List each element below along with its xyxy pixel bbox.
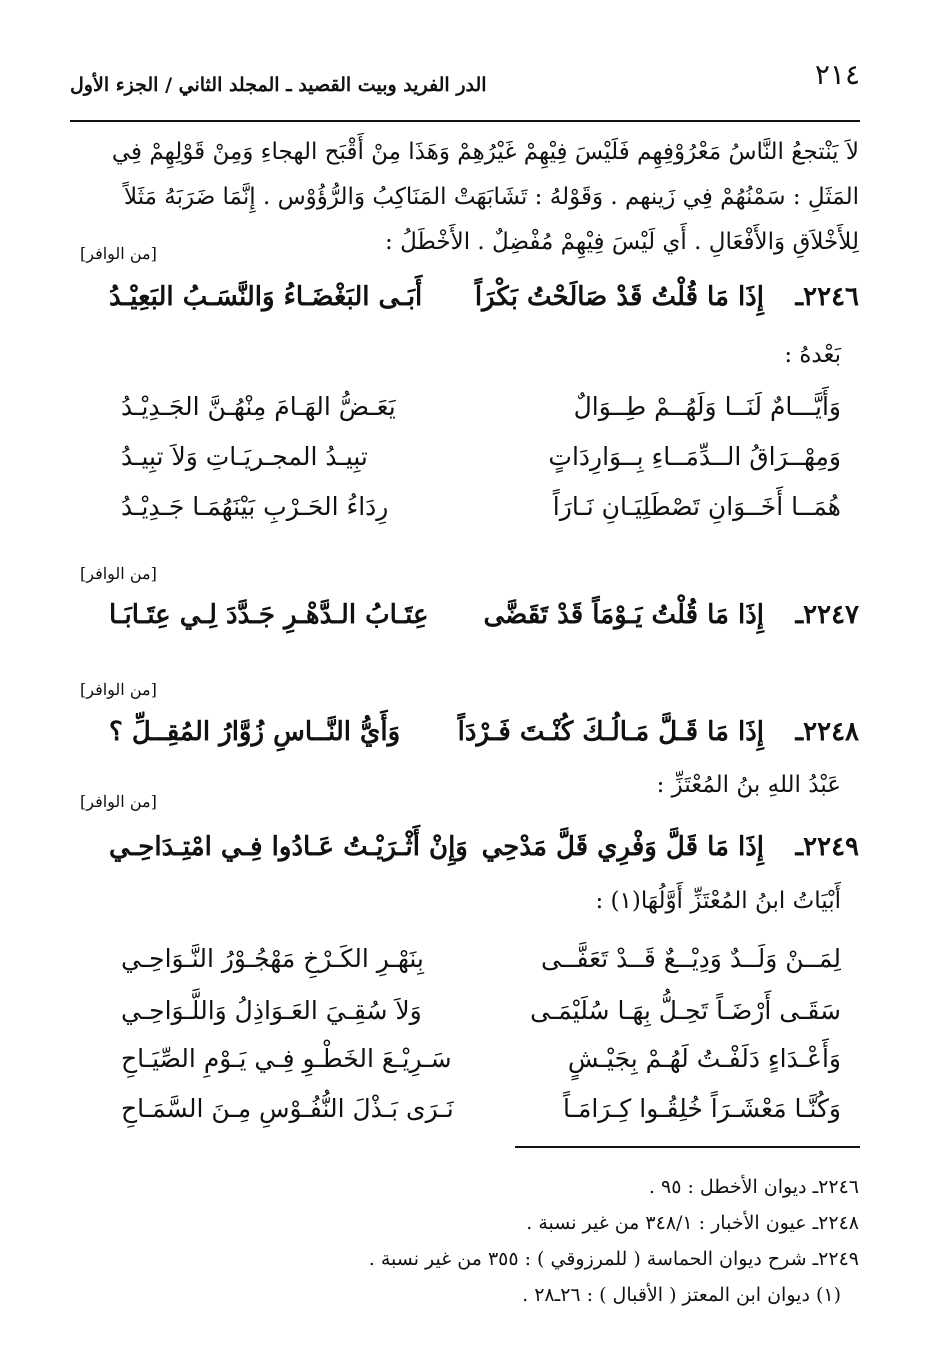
verse-first-hemistich: إِذَا مَا قَلَّ وَفْرِي قَلَّ مَدْحِي (481, 832, 764, 862)
meter-label: [من الوافر] (80, 792, 157, 811)
verse-number: ٢٢٤٨ـ (795, 717, 859, 747)
verse-intro: بَعْدهُ : (784, 342, 841, 368)
couplet-first-hemistich: هُمَــا أَخَــوَانِ تَصْطَلِيَـانِ نَـارَاً (552, 492, 841, 521)
verse-2247 (79, 600, 859, 650)
verse-second-hemistich: وَأَيُّ النَّــاسِ زُوَّارُ المُقِــلِّ ؟ (109, 717, 401, 747)
verse-2246 (79, 282, 859, 332)
meter-label: [من الوافر] (80, 564, 157, 583)
header-rule (70, 120, 860, 122)
footnote: ٢٢٤٩ـ شرح ديوان الحماسة ( للمرزوقي ) : ٣٥٥ من غير نسبة . (368, 1248, 859, 1270)
couplet-second-hemistich: وَلاَ سُقِـيَ العَـوَاذِلُ وَاللَّـوَاحِـي (121, 996, 422, 1025)
couplet-second-hemistich: نَـرَى بَـذْلَ النُّفُـوْسِ مِـنَ السَّمَـاحِ (121, 1094, 454, 1123)
prose-line: لاَ يَنْتجعُ النَّاسُ مَعْرُوْفِهِم فَلَيْسَ فِيْهِمْ غَيْرُهِمْ وَهَذَا مِنْ أَقْبَح الهجاءِ وَمِنْ قَوْلِهِمْ فِي (111, 139, 859, 165)
footnote: ٢٢٤٦ـ ديوان الأخطل : ٩٥ . (648, 1176, 859, 1198)
prose-line: لِلأَخْلاَقِ وَالأَفْعَالِ . أَي لَيْسَ فِيْهِمْ مُفْضِلٌ . الأَخْطَلُ : (385, 229, 859, 255)
poem-couplet (101, 996, 841, 1040)
couplet-first-hemistich: وَمِهْــرَاقُ الــدِّمَــاءِ بِــوَارِدَاتٍ (548, 442, 841, 471)
meter-label: [من الوافر] (80, 244, 157, 263)
couplet-second-hemistich: سَـرِيْـعَ الخَطْـوِ فِـي يَـوْمِ الصِّيَـاحِ (121, 1044, 452, 1073)
couplet-first-hemistich: وَأَيَّـــامٌ لَنَــا وَلَهُــمْ طِــوَالٌ (573, 392, 841, 421)
couplet-second-hemistich: بِنَهْـرِ الكَـرْخِ مَهْجُـوْرُ النَّـوَاحِـي (121, 944, 424, 973)
verse-number: ٢٢٤٩ـ (795, 832, 859, 862)
meter-label: [من الوافر] (80, 680, 157, 699)
couplet-first-hemistich: وَأَعْـدَاءٍ دَلَفْـتُ لَهُـمْ بِجَيْـشٍ (567, 1044, 841, 1073)
poem-couplet (101, 392, 841, 436)
verse-number: ٢٢٤٧ـ (795, 600, 859, 630)
verse-2249 (79, 832, 859, 882)
verse-intro: عَبْدُ اللهِ بنُ المُعْتَزِّ : (656, 772, 841, 798)
verse-first-hemistich: إِذَا مَا قَـلَّ مَـالُـكَ كُنْـتَ فَـرْدَاً (457, 717, 764, 747)
footnote: ٢٢٤٨ـ عيون الأخبار : ٣٤٨/١ من غير نسبة . (526, 1212, 859, 1234)
couplet-first-hemistich: لِمَــنْ وَلَــدٌ وَدِيْــعٌ قَــدْ تَعَفَّــى (541, 944, 841, 973)
poem-couplet (101, 1094, 841, 1138)
verse-number: ٢٢٤٦ـ (795, 282, 859, 312)
verse-first-hemistich: إِذَا مَا قُلْتُ يَـوْمَاً قَدْ تَقَضَّى (483, 600, 764, 630)
couplet-first-hemistich: سَقَـى أَرْضَـاً تَحِـلُّ بِهَـا سُلَيْمَـى (530, 996, 841, 1025)
couplet-second-hemistich: رِدَاءُ الحَـرْبِ بَيْنَهُمَـا جَـدِيْـدُ (121, 492, 389, 521)
footnote: (١) ديوان ابن المعتز ( الأقبال ) : ٢٦ـ٢٨ . (522, 1284, 841, 1306)
poem-couplet (101, 492, 841, 536)
poem-couplet (101, 1044, 841, 1088)
verse-intro: أَبْيَاتُ ابنُ المُعْتَزِّ أَوَّلُهَا(١) : (595, 888, 841, 914)
verse-second-hemistich: أَبَـى البَغْضَـاءُ وَالنَّسَـبُ البَعِيْـدُ (109, 282, 423, 312)
couplet-second-hemistich: تبِيـدُ المجـريَـاتِ وَلاَ تبِيـدُ (121, 442, 368, 471)
page-header (70, 58, 860, 108)
verse-second-hemistich: عِتَـابُ الـدَّهْـرِ جَـدَّدَ لِـي عِتَـابَـا (109, 600, 429, 630)
verse-first-hemistich: إِذَا مَا قُلْتُ قَدْ صَالَحْتُ بَكْرَاً (474, 282, 764, 312)
couplet-first-hemistich: وَكُنَّـا مَعْشَـرَاً خُلِقُـوا كِـرَامَـاً (563, 1094, 841, 1123)
verse-2248 (79, 717, 859, 767)
prose-line: المَثَلِ : سَمْنُهُمْ فِي زَينهم . وَقَوْلهُ : تَشَابَهَتْ المَنَاكِبُ وَالرُّؤُوْس . إِنَّمَا ضَرَبَهُ مَثَلاً (123, 184, 859, 210)
poem-couplet (101, 442, 841, 486)
verse-second-hemistich: وَإِنْ أَثْـرَيْـتُ عَـادُوا فِـي امْتِـدَاحِـي (109, 832, 468, 862)
couplet-second-hemistich: يَعَـضُّ الهَـامَ مِنْهُـنَّ الجَـدِيْـدُ (121, 392, 396, 421)
footnote-rule (515, 1146, 860, 1148)
running-title: الدر الفريد وبيت القصيد ـ المجلد الثاني / الجزء الأول (70, 74, 487, 96)
poem-couplet (101, 944, 841, 988)
page-number: ٢١٤ (814, 58, 860, 91)
